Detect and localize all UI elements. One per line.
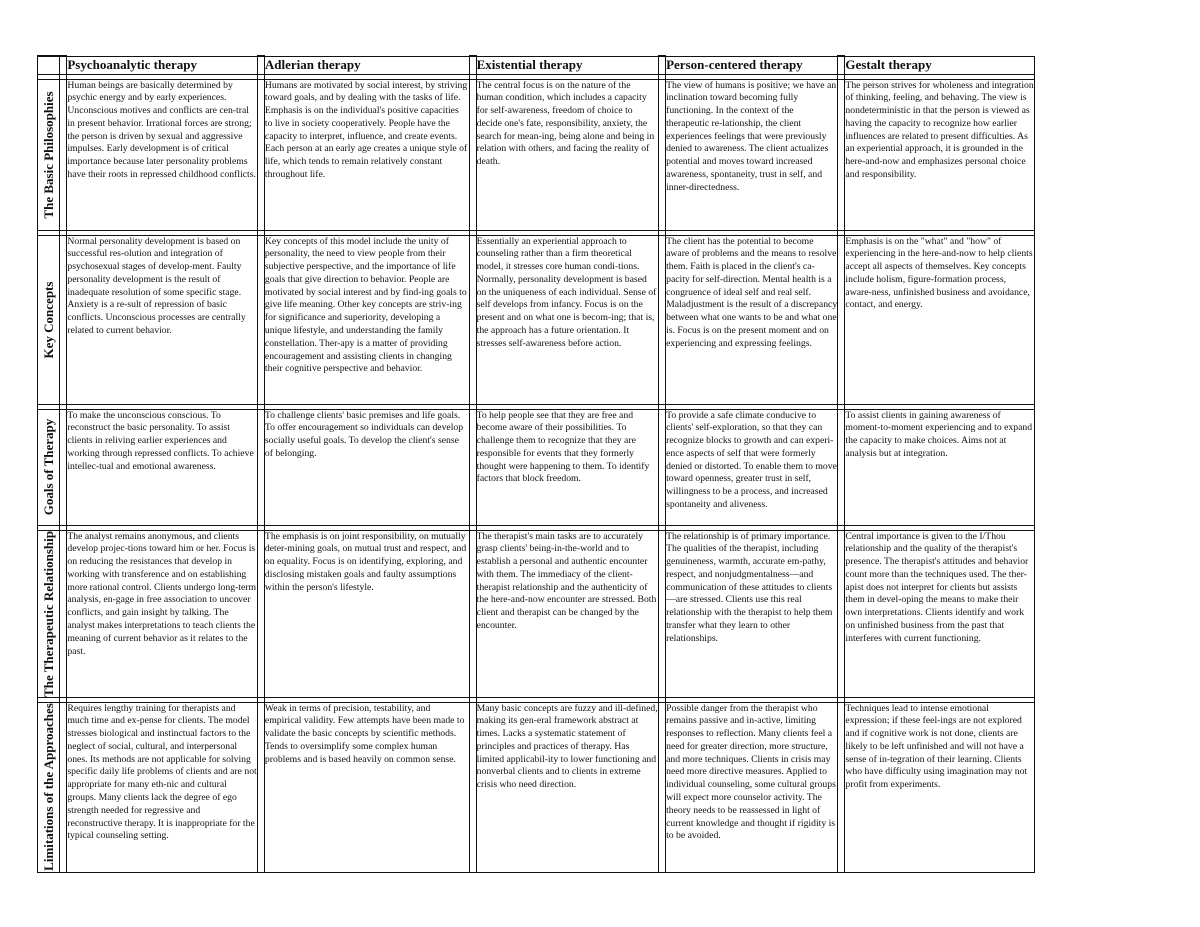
cell-psychoanalytic-philosophy: Human beings are basically determined by psychic energy and by early experiences. Unconscious motives and conflicts are cen-tral in present behavior. Irrational forces are strong; the person is driven by sexual and aggressive impulses. Early development is of critical importance because later personality problems have their roots in repressed childhood conflicts. <box>67 79 257 230</box>
cell-existential-philosophy: The central focus is on the nature of the human condition, which includes a capacity for self-awareness, freedom of choice to decide one's fate, responsibility, anxiety, the search for mean-ing, being alone and being in relation with others, and facing the reality of death. <box>476 79 658 230</box>
comparison-table-page <box>37 55 1035 873</box>
cell-psychoanalytic-concepts: Normal personality development is based on successful res-olution and integration of psychosexual stages of develop-ment. Faulty personality development is the result of inadequate resolution of some specific stage. Anxiety is a re-sult of repression of basic conflicts. Unconscious processes are centrally related to current behavior. <box>67 235 257 404</box>
table-row <box>38 79 1035 230</box>
column-header-gestalt: Gestalt therapy <box>845 56 1035 74</box>
cell-person-centered-philosophy: The view of humans is positive; we have an inclination toward becoming fully functioning. In the context of the therapeutic re-lationship, the client experiences feelings that were previously denied to awareness. The client actualizes potential and moves toward increased awareness, spontaneity, trust in self, and inner-directedness. <box>666 79 838 230</box>
column-header-psychoanalytic: Psychoanalytic therapy <box>67 56 257 74</box>
cell-adlerian-concepts: Key concepts of this model include the unity of personality, the need to view people from their subjective perspective, and the importance of life goals that give direction to behavior. People are motivated by social interest and by find-ing goals to give life meaning. Other key concepts are striv-ing for significance and superiority, developing a unique lifestyle, and understanding the family constellation. Ther-apy is a matter of providing encouragement and assisting clients in changing their cognitive perspective and behavior. <box>264 235 469 404</box>
row-header-key-concepts: Key Concepts <box>38 235 60 404</box>
cell-existential-relationship: The therapist's main tasks are to accurately grasp clients' being-in-the-world and to establish a personal and authentic encounter with them. The immediacy of the client-therapist relationship and the authenticity of the here-and-now encounter are stressed. Both client and therapist can be changed by the encounter. <box>476 530 658 697</box>
row-header-therapeutic-relationship: The Therapeutic Relationship <box>38 530 60 697</box>
cell-adlerian-limitations: Weak in terms of precision, testability, and empirical validity. Few attempts have been made to validate the basic concepts by scientific methods. Tends to oversimplify some complex human problems and is based heavily on common sense. <box>264 702 469 872</box>
cell-person-centered-relationship: The relationship is of primary importance. The qualities of the therapist, including genuineness, warmth, accurate em-pathy, respect, and nonjudgmentalness—and communication of these attitudes to clients—are stressed. Clients use this real relationship with the therapist to help them transfer what they learn to other relationships. <box>666 530 838 697</box>
cell-adlerian-philosophy: Humans are motivated by social interest, by striving toward goals, and by dealing with the tasks of life. Emphasis is on the individual's positive capacities to live in society cooperatively. People have the capacity to interpret, influence, and create events. Each person at an early age creates a unique style of life, which tends to remain relatively constant throughout life. <box>264 79 469 230</box>
row-header-goals: Goals of Therapy <box>38 409 60 525</box>
cell-person-centered-limitations: Possible danger from the therapist who remains passive and in-active, limiting responses to reflection. Many clients feel a need for greater direction, more structure, and more techniques. Clients in crisis may need more directive measures. Applied to individual counseling, some cultural groups will expect more counselor activity. The theory needs to be reassessed in light of current knowledge and thought if rigidity is to be avoided. <box>666 702 838 872</box>
cell-psychoanalytic-goals: To make the unconscious conscious. To reconstruct the basic personality. To assist clients in reliving earlier experiences and working through repressed conflicts. To achieve intellec-tual and emotional awareness. <box>67 409 257 525</box>
table-row <box>38 702 1035 872</box>
table-row <box>38 409 1035 525</box>
cell-gestalt-concepts: Emphasis is on the "what" and "how" of experiencing in the here-and-now to help clients accept all aspects of themselves. Key concepts include holism, figure-formation process, aware-ness, unfinished business and avoidance, contact, and energy. <box>845 235 1035 404</box>
cell-person-centered-goals: To provide a safe climate conducive to clients' self-exploration, so that they can recognize blocks to growth and can experi-ence aspects of self that were formerly denied or distorted. To enable them to move toward openness, greater trust in self, willingness to be a process, and increased spontaneity and aliveness. <box>666 409 838 525</box>
cell-gestalt-goals: To assist clients in gaining awareness of moment-to-moment experiencing and to expand the capacity to make choices. Aims not at analysis but at integration. <box>845 409 1035 525</box>
cell-gestalt-limitations: Techniques lead to intense emotional expression; if these feel-ings are not explored and if cognitive work is not done, clients are likely to be left unfinished and will not have a sense of in-tegration of their learning. Clients who have difficulty using imagination may not profit from experiments. <box>845 702 1035 872</box>
cell-existential-concepts: Essentially an experiential approach to counseling rather than a firm theoretical model, it stresses core human condi-tions. Normally, personality development is based on the uniqueness of each individual. Sense of self develops from infancy. Focus is on the present and on what one is becom-ing; that is, the approach has a future orientation. It stresses self-awareness before action. <box>476 235 658 404</box>
cell-psychoanalytic-limitations: Requires lengthy training for therapists and much time and ex-pense for clients. The model stresses biological and instinctual factors to the neglect of social, cultural, and interpersonal ones. Its methods are not applicable for solving specific daily life problems of clients and are not appropriate for many eth-nic and cultural groups. Many clients lack the degree of ego strength needed for regressive and reconstructive therapy. It is inappropriate for the typical counseling setting. <box>67 702 257 872</box>
table-row <box>38 530 1035 697</box>
cell-adlerian-relationship: The emphasis is on joint responsibility, on mutually deter-mining goals, on mutual trust and respect, and on equality. Focus is on identifying, exploring, and disclosing mistaken goals and faulty assumptions within the person's lifestyle. <box>264 530 469 697</box>
header-row <box>38 56 1035 74</box>
table-row <box>38 235 1035 404</box>
column-header-existential: Existential therapy <box>476 56 658 74</box>
column-header-person-centered: Person-centered therapy <box>666 56 838 74</box>
column-header-adlerian: Adlerian therapy <box>264 56 469 74</box>
cell-existential-goals: To help people see that they are free and become aware of their possibilities. To challenge them to recognize that they are responsible for events that they formerly thought were happening to them. To identify factors that block freedom. <box>476 409 658 525</box>
therapy-comparison-table <box>37 55 1035 873</box>
cell-person-centered-concepts: The client has the potential to become aware of problems and the means to resolve them. Faith is placed in the client's ca-pacity for self-direction. Mental health is a congruence of ideal self and real self. Maladjustment is the result of a discrepancy between what one wants to be and what one is. Focus is on the present moment and on experiencing and expressing feelings. <box>666 235 838 404</box>
row-header-limitations: Limitations of the Approaches <box>38 702 60 872</box>
cell-psychoanalytic-relationship: The analyst remains anonymous, and clients develop projec-tions toward him or her. Focus is on reducing the resistances that develop in working with transference and on establishing more rational control. Clients undergo long-term analysis, en-gage in free association to uncover conflicts, and gain insight by talking. The analyst makes interpretations to teach clients the meaning of current behavior as it relates to the past. <box>67 530 257 697</box>
cell-existential-limitations: Many basic concepts are fuzzy and ill-defined, making its gen-eral framework abstract at times. Lacks a systematic statement of principles and practices of therapy. Has limited applicabil-ity to lower functioning and nonverbal clients and to clients in extreme crisis who need direction. <box>476 702 658 872</box>
cell-adlerian-goals: To challenge clients' basic premises and life goals. To offer encouragement so individuals can develop socially useful goals. To develop the client's sense of belonging. <box>264 409 469 525</box>
corner-cell <box>38 56 60 74</box>
cell-gestalt-relationship: Central importance is given to the I/Thou relationship and the quality of the therapist's presence. The therapist's attitudes and behavior count more than the techniques used. The ther-apist does not interpret for clients but assists them in devel-oping the means to make their own interpretations. Clients identify and work on unfinished business from the past that interferes with current functioning. <box>845 530 1035 697</box>
row-header-basic-philosophies: The Basic Philosophies <box>38 79 60 230</box>
cell-gestalt-philosophy: The person strives for wholeness and integration of thinking, feeling, and behaving. The view is nondeterministic in that the person is viewed as having the capacity to recognize how earlier influences are related to present difficulties. As an experiential approach, it is grounded in the here-and-now and emphasizes personal choice and responsibility. <box>845 79 1035 230</box>
